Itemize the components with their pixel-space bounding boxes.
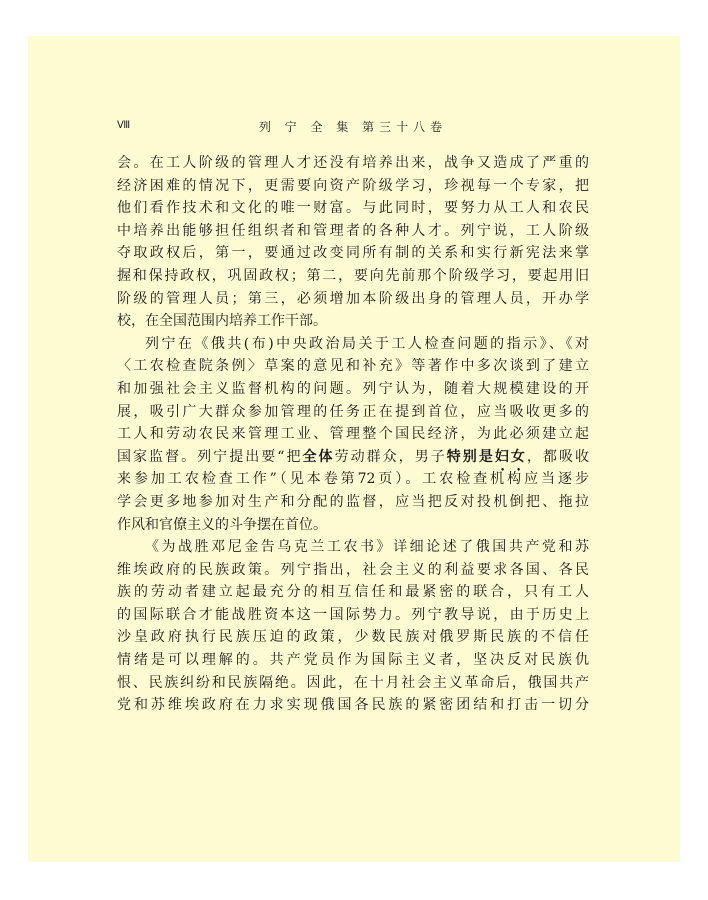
- text-line-emphasis: [117, 446, 589, 469]
- text-line: 情绪是可以理解的。共产党员作为国际主义者，坚决反对民族仇: [117, 652, 589, 669]
- running-head-title: 列 宁 全 集 第三十八卷: [258, 120, 448, 134]
- text-line: 工人和劳动农民来管理工业、管理整个国民经济，为此必须建立起: [117, 426, 589, 443]
- page-folio: Ⅷ: [117, 120, 131, 131]
- text-line: 列宁在《俄共(布)中央政治局关于工人检查问题的指示》、《对: [145, 335, 589, 352]
- bold-text: 特别是: [446, 448, 495, 465]
- text-line: 的国际联合才能战胜资本这一国际势力。列宁教导说，由于历史上: [117, 606, 589, 623]
- text-line: 校，在全国范围内培养工作干部。: [117, 313, 327, 330]
- text-line: 和加强社会主义监督机构的问题。列宁认为，随着大规模建设的开: [117, 380, 589, 397]
- text-line: 恨、民族纠纷和民族隔绝。因此，在十月社会主义革命后，俄国共产: [117, 674, 589, 691]
- text-segment: 国家监督。列宁提出要“把: [117, 448, 303, 465]
- text-line: 会。在工人阶级的管理人才还没有培养出来，战争又造成了严重的: [117, 155, 589, 171]
- text-segment: 劳动群众，男子: [334, 448, 447, 465]
- text-line: 〈工农检查院条例〉草案的意见和补充》等著作中多次谈到了建立: [117, 358, 589, 375]
- text-line: 握和保持政权，巩固政权；第二，要向先前那个阶级学习，要起用旧: [117, 267, 589, 284]
- text-line: 展，吸引广大群众参加管理的任务正在提到首位，应当吸收更多的: [117, 403, 589, 420]
- text-line: 作风和官僚主义的斗争摆在首位。: [117, 516, 327, 533]
- text-line: 族的劳动者建立起最充分的相互信任和最紧密的联合，只有工人: [117, 584, 589, 601]
- text-line: 经济困难的情况下，更需要向资产阶级学习，珍视每一个专家，把: [117, 177, 589, 194]
- text-segment: ，都吸收: [526, 448, 590, 465]
- text-line: 沙皇政府执行民族压迫的政策，少数民族对俄罗斯民族的不信任: [117, 629, 589, 646]
- dotted-emphasis-text: 妇女: [494, 448, 527, 465]
- body-text: [117, 152, 589, 717]
- running-head: [117, 118, 589, 140]
- text-line: 来参加工农检查工作”（见本卷第72页）。工农检查机构应当逐步: [117, 471, 589, 488]
- text-line: 维埃政府的民族政策。列宁指出，社会主义的利益要求各国、各民: [117, 561, 589, 578]
- text-line: 阶级的管理人员；第三，必须增加本阶级出身的管理人员，开办学: [117, 290, 589, 307]
- text-line: 党和苏维埃政府在力求实现俄国各民族的紧密团结和打击一切分: [117, 697, 589, 714]
- text-line: 《为战胜邓尼金告乌克兰工农书》详细论述了俄国共产党和苏: [145, 539, 589, 556]
- text-line: 学会更多地参加对生产和分配的监督，应当把反对投机倒把、拖拉: [117, 493, 589, 510]
- bold-text: 全体: [302, 448, 335, 465]
- text-line: 夺取政权后，第一，要通过改变同所有制的关系和实行新宪法来掌: [117, 245, 589, 262]
- text-line: 中培养出能够担任组织者和管理者的各种人才。列宁说，工人阶级: [117, 222, 589, 239]
- text-line: 他们看作技术和文化的唯一财富。与此同时，要努力从工人和农民: [117, 200, 589, 217]
